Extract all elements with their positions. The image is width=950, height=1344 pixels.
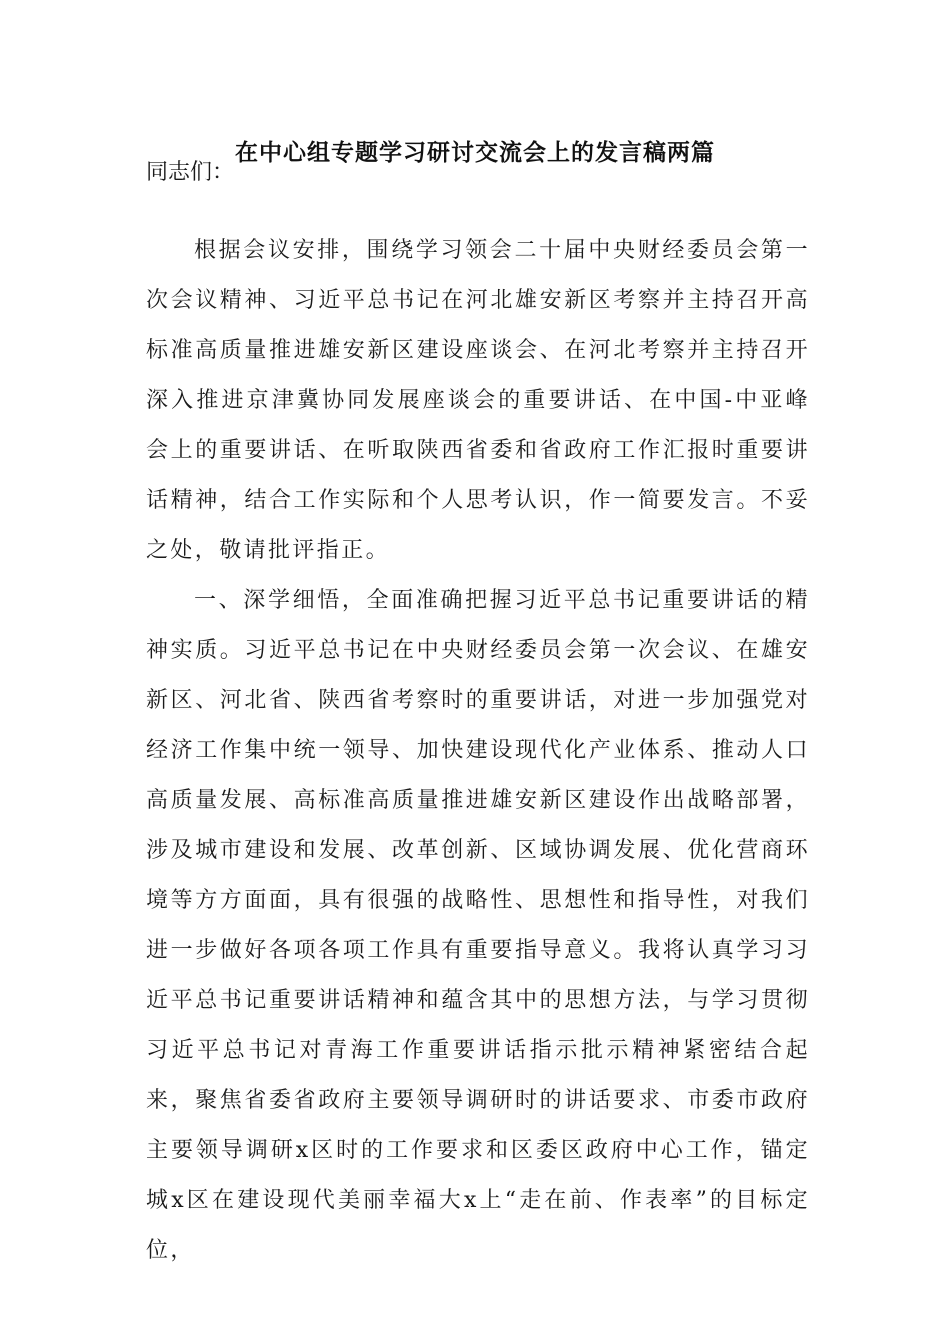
document-title: 在中心组专题学习研讨交流会上的发言稿两篇 — [235, 140, 715, 166]
salutation: 同志们： — [146, 160, 235, 185]
document-body — [146, 226, 810, 1276]
paragraph-section-one: 一、深学细悟，全面准确把握习近平总书记重要讲话的精神实质。习近平总书记在中央财经委员会第一次会议、在雄安新区、河北省、陕西省考察时的重要讲话，对进一步加强党对经济工作集中统一领导、加快建设现代化产业体系、推动人口高质量发展、高标准高质量推进雄安新区建设作出战略部署，涉及城市建设和发展、改革创新、区域协调发展、优化营商环境等方方面面，具有很强的战略性、思想性和指导性，对我们进一步做好各项各项工作具有重要指导意义。我将认真学习习近平总书记重要讲话精神和蕴含其中的思想方法，与学习贯彻习近平总书记对青海工作重要讲话指示批示精神紧密结合起来，聚焦省委省政府主要领导调研时的讲话要求、市委市政府主要领导调研x区时的工作要求和区委区政府中心工作，锚定城x区在建设现代美丽幸福大x上“走在前、作表率”的目标定位， — [146, 588, 810, 1263]
paragraph-intro: 根据会议安排，围绕学习领会二十届中央财经委员会第一次会议精神、习近平总书记在河北雄安新区考察并主持召开高标准高质量推进雄安新区建设座谈会、在河北考察并主持召开深入推进京津冀协同发展座谈会的重要讲话、在中国-中亚峰会上的重要讲话、在听取陕西省委和省政府工作汇报时重要讲话精神，结合工作实际和个人思考认识，作一简要发言。不妥之处，敬请批评指正。 — [146, 238, 810, 563]
